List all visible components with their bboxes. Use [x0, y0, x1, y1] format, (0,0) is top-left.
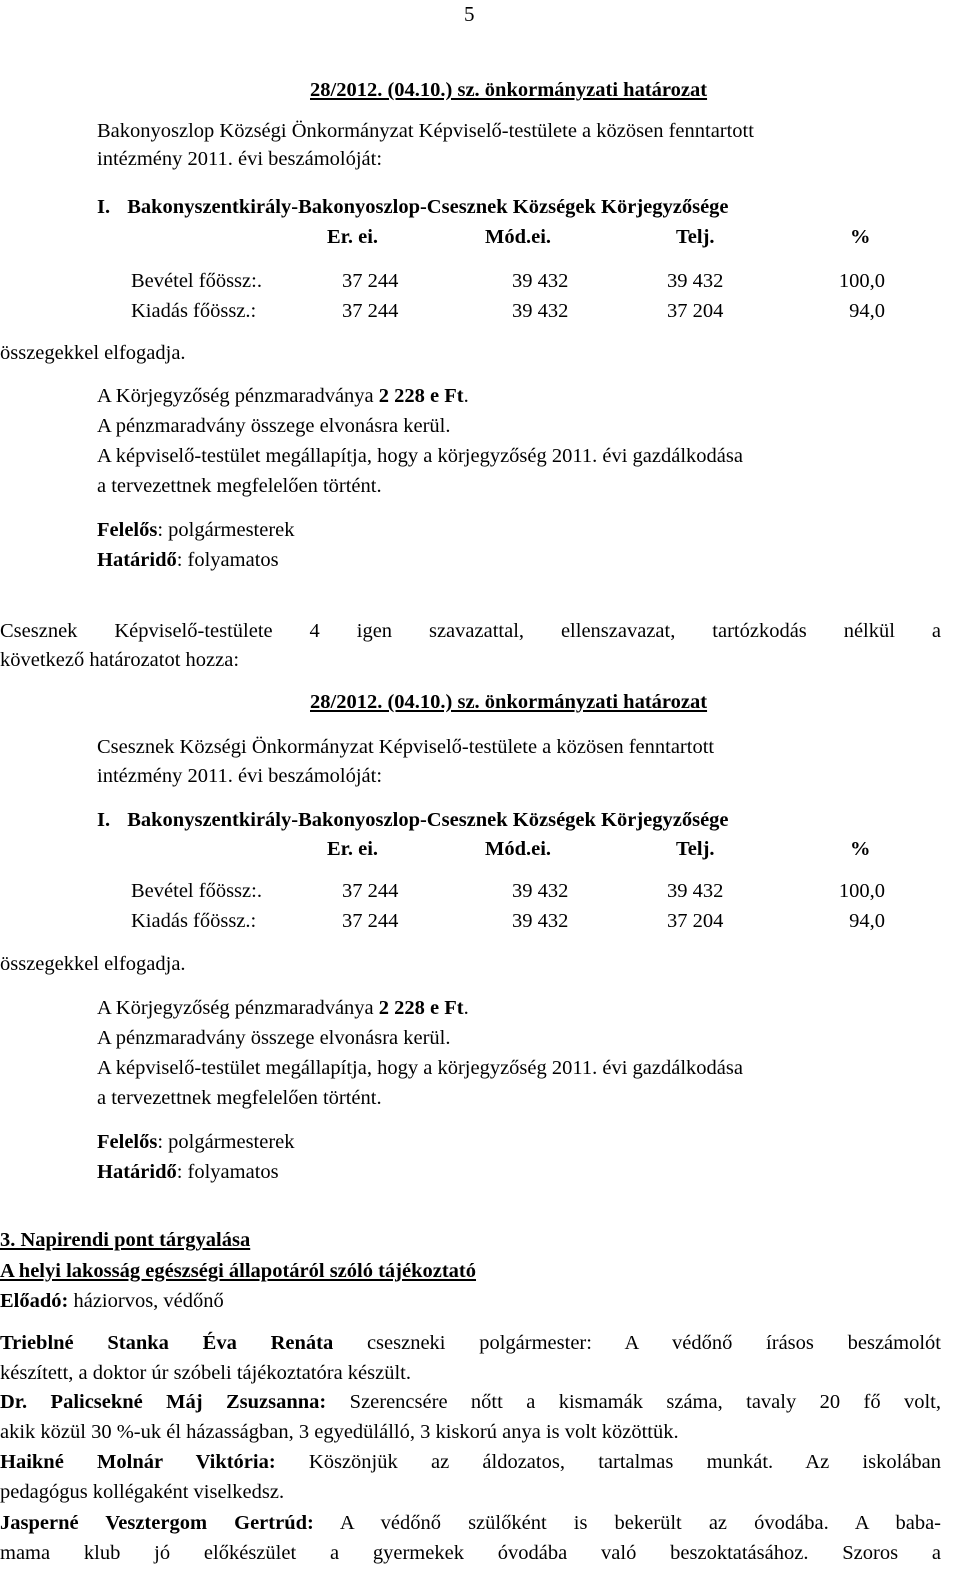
- finding-text: a tervezettnek megfelelően történt.: [97, 475, 382, 497]
- remainder-text: A Körjegyzőség pénzmaradványa 2 228 e Ft.: [97, 997, 469, 1019]
- cell-percent: 94,0: [849, 300, 885, 322]
- resolution-intro: Bakonyoszlop Községi Önkormányzat Képviselő-testülete a közösen fenntartott: [97, 120, 754, 142]
- deadline-label: Határidő: [97, 549, 177, 571]
- withdrawal-text: A pénzmaradvány összege elvonásra kerül.: [97, 1027, 451, 1049]
- speaker-name: Haikné Molnár Viktória:: [0, 1451, 276, 1473]
- deadline-value: : folyamatos: [176, 1161, 279, 1183]
- statement-text: akik közül 30 %-uk él házasságban, 3 egyedülálló, 3 kiskorú anya is volt közöttük.: [0, 1421, 679, 1443]
- budget-row-expense: [0, 296, 960, 326]
- col-percent: %: [850, 838, 871, 860]
- statement-text: cseszneki polgármester: A védőnő írásos beszámolót: [333, 1332, 941, 1354]
- deadline-line: [97, 1157, 279, 1187]
- responsible-line: [97, 515, 295, 545]
- statement-text: A védőnő szülőként is bekerült az óvodába. A baba-: [313, 1512, 942, 1534]
- cell-fulfilled: 39 432: [667, 270, 724, 292]
- agenda-presenter: [0, 1286, 224, 1316]
- institution-name: [97, 192, 729, 222]
- remainder-value: 2 228 e Ft: [378, 997, 464, 1019]
- presenter-value: háziorvos, védőnő: [68, 1290, 224, 1312]
- row-label: Bevétel főössz:.: [131, 880, 262, 902]
- cell-modified: 39 432: [512, 270, 569, 292]
- cell-percent: 94,0: [849, 910, 885, 932]
- row-label: Kiadás főössz.:: [131, 910, 257, 932]
- col-fulfilled: Telj.: [676, 226, 715, 248]
- responsible-label: Felelős: [97, 519, 158, 541]
- budget-row-expense: [0, 906, 960, 936]
- col-modified-budget: Mód.ei.: [485, 226, 552, 248]
- vote-text: következő határozatot hozza:: [0, 649, 240, 671]
- resolution-intro: intézmény 2011. évi beszámolóját:: [97, 765, 383, 787]
- agenda-title: 3. Napirendi pont tárgyalása: [0, 1229, 251, 1251]
- remainder-value: 2 228 e Ft: [378, 385, 464, 407]
- cell-modified: 39 432: [512, 880, 569, 902]
- responsible-value: : polgármesterek: [157, 519, 295, 541]
- finding-text: A képviselő-testület megállapítja, hogy a körjegyzőség 2011. évi gazdálkodása: [97, 1057, 743, 1079]
- speaker-name: Dr. Palicsekné Máj Zsuzsanna:: [0, 1391, 327, 1413]
- page-number: 5: [464, 2, 475, 26]
- col-modified-budget: Mód.ei.: [485, 838, 552, 860]
- deadline-line: [97, 545, 279, 575]
- cell-fulfilled: 37 204: [667, 910, 724, 932]
- statement-text: készített, a doktor úr szóbeli tájékoztatóra készült.: [0, 1362, 411, 1384]
- resolution-intro: intézmény 2011. évi beszámolóját:: [97, 148, 383, 170]
- institution-title: Bakonyszentkirály-Bakonyoszlop-Csesznek Községek Körjegyzősége: [127, 809, 729, 831]
- budget-header-row: [0, 222, 960, 252]
- resolution-heading: 28/2012. (04.10.) sz. önkormányzati határozat: [310, 79, 708, 101]
- vote-text: Csesznek Képviselő-testülete 4 igen szavazattal, ellenszavazat, tartózkodás nélkül a: [0, 620, 941, 642]
- cell-modified: 39 432: [512, 910, 569, 932]
- remainder-text: A Körjegyzőség pénzmaradványa 2 228 e Ft.: [97, 385, 469, 407]
- institution-title: Bakonyszentkirály-Bakonyoszlop-Csesznek Községek Körjegyzősége: [127, 196, 729, 218]
- cell-percent: 100,0: [838, 880, 885, 902]
- cell-original: 37 244: [342, 300, 399, 322]
- withdrawal-text: A pénzmaradvány összege elvonásra kerül.: [97, 415, 451, 437]
- deadline-value: : folyamatos: [176, 549, 279, 571]
- cell-original: 37 244: [342, 880, 399, 902]
- cell-fulfilled: 39 432: [667, 880, 724, 902]
- col-percent: %: [850, 226, 871, 248]
- budget-row-income: [0, 876, 960, 906]
- col-original-budget: Er. ei.: [327, 226, 379, 248]
- finding-text: a tervezettnek megfelelően történt.: [97, 1087, 382, 1109]
- row-label: Bevétel főössz:.: [131, 270, 262, 292]
- presenter-label: Előadó:: [0, 1290, 69, 1312]
- cell-original: 37 244: [342, 910, 399, 932]
- institution-prefix: I.: [97, 809, 111, 831]
- finding-text: A képviselő-testület megállapítja, hogy a körjegyzőség 2011. évi gazdálkodása: [97, 445, 743, 467]
- statement-text: pedagógus kollégaként viselkedsz.: [0, 1481, 285, 1503]
- row-label: Kiadás főössz.:: [131, 300, 257, 322]
- responsible-line: [97, 1127, 295, 1157]
- agenda-subject: A helyi lakosság egészségi állapotáról szóló tájékoztató: [0, 1260, 477, 1282]
- budget-row-income: [0, 266, 960, 296]
- resolution-intro: Csesznek Községi Önkormányzat Képviselő-testülete a közösen fenntartott: [97, 736, 715, 758]
- deadline-label: Határidő: [97, 1161, 177, 1183]
- resolution-heading: 28/2012. (04.10.) sz. önkormányzati határozat: [310, 691, 708, 713]
- cell-percent: 100,0: [838, 270, 885, 292]
- cell-original: 37 244: [342, 270, 399, 292]
- cell-modified: 39 432: [512, 300, 569, 322]
- accepted-text: összegekkel elfogadja.: [0, 342, 186, 364]
- statement-text: Szerencsére nőtt a kismamák száma, tavaly 20 fő volt,: [326, 1391, 941, 1413]
- statement-text: Köszönjük az áldozatos, tartalmas munkát. Az iskolában: [275, 1451, 942, 1473]
- institution-prefix: I.: [97, 196, 111, 218]
- accepted-text: összegekkel elfogadja.: [0, 953, 186, 975]
- speaker-name: Trieblné Stanka Éva Renáta: [0, 1332, 334, 1354]
- responsible-value: : polgármesterek: [157, 1131, 295, 1153]
- col-fulfilled: Telj.: [676, 838, 715, 860]
- col-original-budget: Er. ei.: [327, 838, 379, 860]
- cell-fulfilled: 37 204: [667, 300, 724, 322]
- budget-header-row: [0, 834, 960, 864]
- statement-text: mama klub jó előkészület a gyermekek óvodába való beszoktatásához. Szoros a: [0, 1542, 941, 1564]
- institution-name: [97, 805, 729, 835]
- responsible-label: Felelős: [97, 1131, 158, 1153]
- speaker-name: Jasperné Vesztergom Gertrúd:: [0, 1512, 314, 1534]
